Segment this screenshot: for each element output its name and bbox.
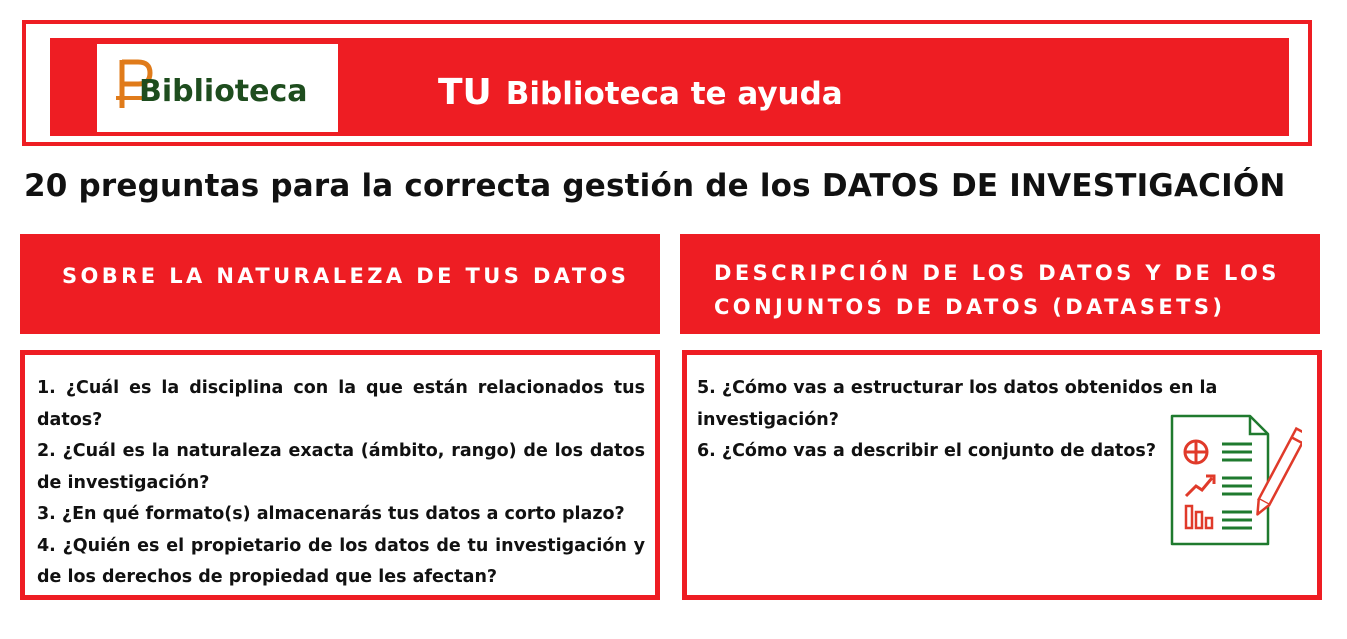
logo-text: Biblioteca [139,74,308,109]
question-item: 3. ¿En qué formato(s) almacenarás tus datos a corto plazo? [37,504,625,524]
question-item: 2. ¿Cuál es la naturaleza exacta (ámbito, rango) de los datos de investigación? [37,441,645,493]
question-list [37,373,645,594]
document-chart-pencil-icon [1168,412,1302,548]
question-item: 4. ¿Quién es el propietario de los datos de tu investigación y de los derechos de propiedad que les afectan? [37,535,645,587]
question-item: 6. ¿Cómo vas a describir el conjunto de datos? [697,441,1156,461]
header-title-rest: Biblioteca te ayuda [505,76,843,112]
logo [97,44,338,132]
header-title-prefix: TU [438,72,492,113]
section-header-line-2: CONJUNTOS DE DATOS (DATASETS) [714,295,1226,319]
section-header-descripcion [680,234,1320,334]
section-header-line-1: DESCRIPCIÓN DE LOS DATOS Y DE LOS [714,261,1280,285]
question-item: 5. ¿Cómo vas a estructurar los datos obtenidos en la investigación? [697,378,1218,430]
question-item: 1. ¿Cuál es la disciplina con la que están relacionados tus datos? [37,378,645,430]
questions-box-naturaleza [20,350,660,600]
section-header-naturaleza: SOBRE LA NATURALEZA DE TUS DATOS [20,234,660,334]
header-title [438,72,843,122]
page-title: 20 preguntas para la correcta gestión de los DATOS DE INVESTIGACIÓN [24,168,1286,204]
